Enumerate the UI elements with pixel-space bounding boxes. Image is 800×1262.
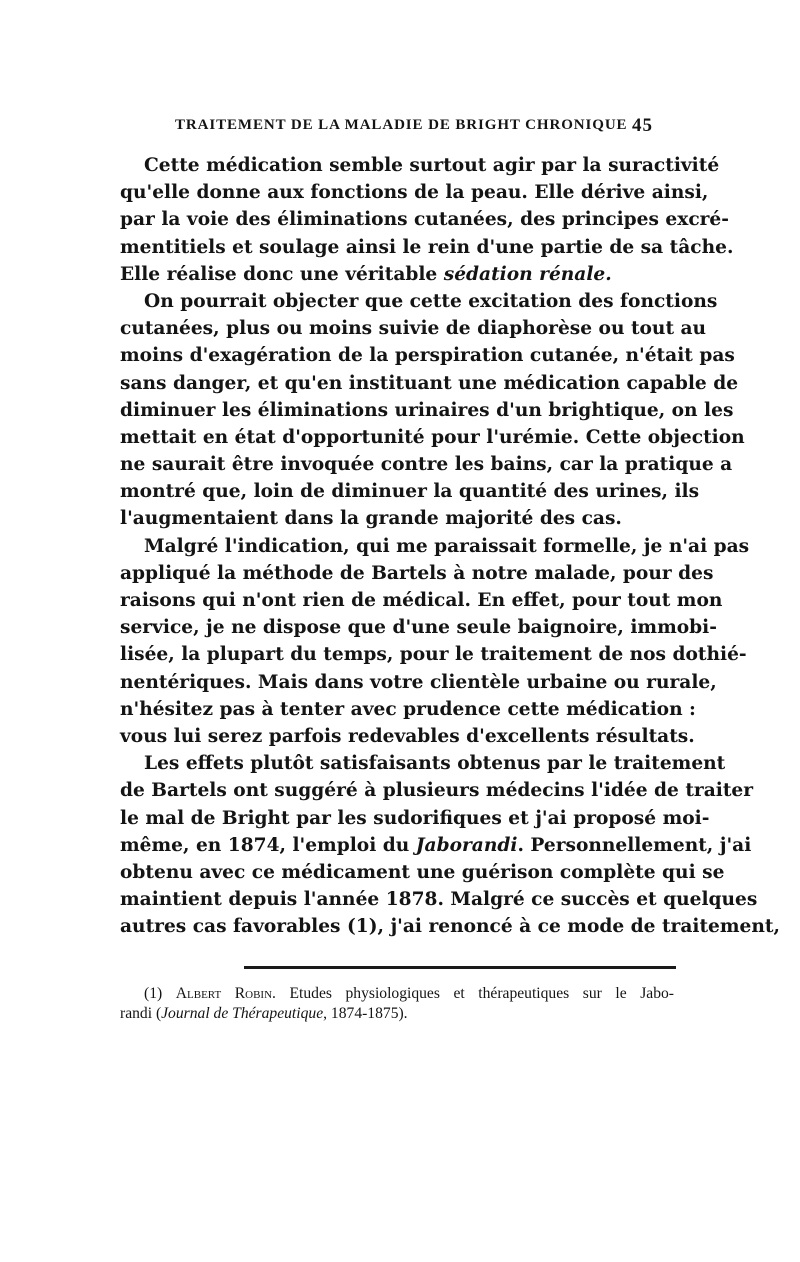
text-line: montré que, loin de diminuer la quantité des urines, ils: [120, 481, 700, 503]
text-line: par la voie des éliminations cutanées, des principes excré-: [120, 209, 729, 231]
text-line: diminuer les éliminations urinaires d'un brightique, on les: [120, 399, 734, 421]
text-line: mettait en état d'opportunité pour l'urémie. Cette objection: [120, 426, 745, 448]
italic-term-sedation-renale: sédation rénale.: [443, 263, 612, 285]
running-title: TRAITEMENT DE LA MALADIE DE BRIGHT CHRONIQUE: [175, 117, 628, 133]
text-line: Les effets plutôt satisfaisants obtenus par le traitement: [144, 753, 726, 775]
text-segment: même, en 1874, l'emploi du: [120, 834, 410, 856]
text-line: mentitiels et soulage ainsi le rein d'une partie de sa tâche.: [120, 236, 734, 258]
text-line: n'hésitez pas à tenter avec prudence cette médication :: [120, 698, 696, 720]
text-line: ne saurait être invoquée contre les bains, car la pratique a: [120, 454, 733, 476]
text-line: vous lui serez parfois redevables d'excellents résultats.: [120, 725, 695, 747]
text-line: cutanées, plus ou moins suivie de diaphorèse ou tout au: [120, 318, 707, 340]
footnote-marker: (1): [144, 985, 163, 1002]
text-line: qu'elle donne aux fonctions de la peau. Elle dérive ainsi,: [120, 182, 709, 204]
text-line: obtenu avec ce médicament une guérison complète qui se: [120, 861, 725, 883]
footnote-author: Albert Robin: [175, 985, 273, 1002]
text-line: [120, 261, 672, 288]
text-line: On pourrait objecter que cette excitation des fonctions: [144, 290, 718, 312]
text-segment: . Personnellement, j'ai: [517, 834, 752, 856]
footnote: [120, 984, 674, 1024]
text-line: Malgré l'indication, qui me paraissait formelle, je n'ai pas: [144, 535, 750, 557]
italic-term-jaborandi: Jaborandi: [415, 834, 518, 856]
text-segment: randi (: [120, 1005, 162, 1022]
text-line: nentériques. Mais dans votre clientèle urbaine ou rurale,: [120, 671, 717, 693]
text-line: le mal de Bright par les sudorifiques et j'ai proposé moi-: [120, 807, 710, 829]
running-header: [175, 117, 653, 141]
text-line: Cette médication semble surtout agir par la suractivité: [144, 155, 720, 176]
footnote-line: [120, 1004, 674, 1024]
text-line: [120, 832, 752, 859]
text-line: raisons qui n'ont rien de médical. En effet, pour tout mon: [120, 590, 723, 611]
text-line: service, je ne dispose que d'une seule baignoire, immobi-: [120, 617, 717, 639]
body-text: [120, 152, 780, 940]
text-segment: Elle réalise donc une véritable: [120, 263, 438, 285]
text-segment: , 1874-1875).: [323, 1005, 408, 1022]
footnote-line: [120, 984, 674, 1004]
text-line: l'augmentaient dans la grande majorité des cas.: [120, 508, 622, 530]
text-segment: . Etudes physiologiques et thérapeutiques sur le Jabo-: [272, 985, 674, 1002]
text-line: moins d'exagération de la perspiration cutanée, n'était pas: [120, 345, 735, 367]
text-line: appliqué la méthode de Bartels à notre malade, pour des: [120, 562, 714, 584]
text-line: autres cas favorables (1), j'ai renoncé à ce mode de traitement,: [120, 916, 780, 938]
text-line: maintient depuis l'année 1878. Malgré ce succès et quelques: [120, 889, 758, 911]
footnote-journal-title: Journal de Thérapeutique: [161, 1005, 324, 1022]
text-line: sans danger, et qu'en instituant une médication capable de: [120, 372, 739, 394]
text-line: lisée, la plupart du temps, pour le traitement de nos dothié-: [120, 644, 747, 666]
footnote-rule: [244, 966, 676, 969]
page-number: 45: [632, 115, 653, 136]
text-line: de Bartels ont suggéré à plusieurs médecins l'idée de traiter: [120, 780, 754, 802]
